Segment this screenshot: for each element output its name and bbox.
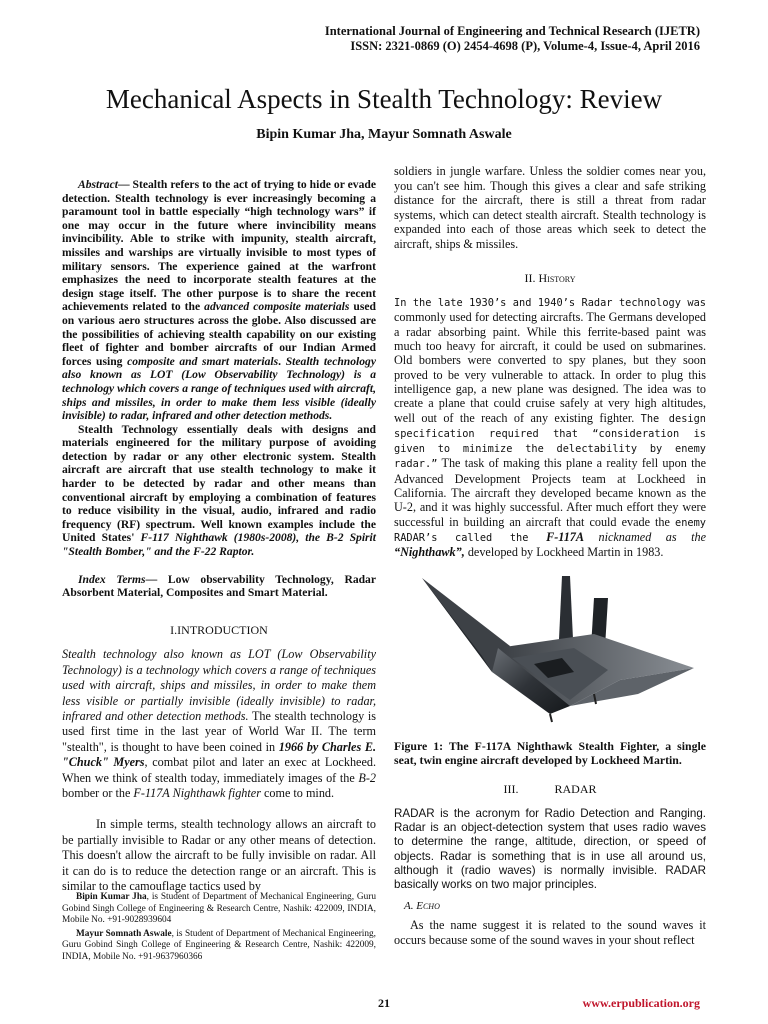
footnote-1: Bipin Kumar Jha, is Student of Department of Mechanical Engineering, Guru Gobind Singh College of Engineering & Research Centre, Nashik: 422009, INDIA, Mobile No. +91-9028939604 (62, 892, 376, 926)
paper-title: Mechanical Aspects in Stealth Technology: Review (105, 84, 663, 114)
right-column (394, 164, 706, 947)
journal-issn: ISSN: 2321-0869 (O) 2454-4698 (P), Volume-4, Issue-4, April 2016 (350, 39, 700, 53)
echo-heading: A. Echo (404, 900, 440, 913)
paper-authors: Bipin Kumar Jha, Mayur Somnath Aswale (256, 127, 512, 142)
echo-paragraph: As the name suggest it is related to the sound waves it occurs because some of the sound waves in your shout reflect (394, 918, 706, 947)
abstract-paragraph-2: Stealth Technology essentially deals with designs and materials engineered for the military purpose of avoiding detection by radar or any other electronic system. Stealth aircraft are aircraft that use stealth technology to make it harder to be detected by radar and other means than conventional aircraft by employing a combination of features to reduce visibility in the visual, audio, infrared and radio frequency (RF) spectrum. Well known examples include the United States' F-117 Nighthawk (1980s-2008), the B-2 Spirit "Stealth Bomber," and the F-22 Raptor. (62, 422, 376, 559)
history-paragraph: In the late 1930’s and 1940’s Radar technology was commonly used for detecting aircrafts. The Germans developed a radar absorbing paint. While this ferrite-based paint was much too heavy for aircraft, it could be used on submarines. Old bombers were converted to spy planes, but they soon proved to be very vulnerable to attack. In order to plug this intelligence gap, a new plane was designed. The idea was to create a plane that could cruise safely at very high altitudes, well out of the reach of any existing fighter. The design specification required that “consideration is given to minimize the delectability by enemy radar.” The task of making this plane a reality fell upon the Advanced Development Projects team at Lockheed in California. The aircraft they developed became known as the U-2, and it was highly successful. After much effort they were successful in building an aircraft that could evade the enemy RADAR’s called the F-117A nicknamed as the “Nighthawk”, developed by Lockheed Martin in 1983. (394, 297, 706, 560)
abstract-paragraph: Abstract— Stealth refers to the act of trying to hide or evade detection. Stealth technology is ever increasingly becoming a paramount tool in battle especially “high technology wars” if one may occur in the future where invincibility means invincibility. Able to strike with impunity, stealth aircraft, missiles and warships are virtually invisible to most types of military sensors. The experience gained at the warfront emphasizes the need to incorporate stealth features at the design stage itself. The other purpose is to share the recent achievements related to the advanced composite materials used on various aero structures across the globe. Also discussed are the possibilities of achieving stealth capability on our existing fleet of fighter and bomber aircrafts of our Indian Armed forces using composite and smart materials. Stealth technology also known as LOT (Low Observability Technology) is a technology which covers a range of techniques used with aircraft, ships and missiles, in order to make them less visible (ideally invisible) to radar, infrared and other detection methods. (62, 178, 376, 423)
index-terms: Index Terms— Low observability Technology, Radar Absorbent Material, Composites and Smart Material. (62, 572, 377, 600)
intro-paragraph-2: In simple terms, stealth technology allows an aircraft to be partially invisible to Radar or any other means of detection. This doesn't allow the aircraft to be fully invisible on radar. All it can do is to reduce the detection range or an aircraft. This is similar to the camouflage tactics used by (62, 817, 376, 894)
author-footnotes (62, 892, 376, 966)
radar-paragraph: RADAR is the acronym for Radio Detection and Ranging. Radar is an object-detection system that uses radio waves to determine the range, altitude, direction, or speed of objects. Radar is something that is in use all around us, although it (radio waves) is normally invisible. RADAR basically works on two major principles. (394, 806, 706, 892)
journal-name: International Journal of Engineering and Technical Research (IJETR) (324, 24, 700, 38)
journal-header (325, 24, 700, 54)
intro-paragraph: Stealth technology also known as LOT (Low Observability Technology) is a technology which covers a range of techniques used with aircraft, ships and missiles, in order to make them less visible or partially invisible (ideally invisible) to radar, infrared and other detection methods. The stealth technology is used first time in the last year of World War II. The term "stealth", is thought to have been coined in 1966 by Charles E. "Chuck" Myers, combat pilot and later an exec at Lockheed. When we think of stealth today, immediately images of the B-2 bomber or the F-117A Nighthawk fighter come to mind. (62, 647, 377, 801)
f117-nighthawk-image (394, 568, 706, 726)
left-column (62, 178, 376, 895)
figure-caption: Figure 1: The F-117A Nighthawk Stealth Fighter, a single seat, twin engine aircraft developed by Lockheed Martin. (394, 739, 706, 768)
publisher-url[interactable]: www.erpublication.org (582, 996, 700, 1010)
radar-heading: III. RADAR (503, 782, 597, 797)
page-number: 21 (378, 996, 390, 1010)
abstract-label: Abstract (78, 178, 118, 191)
footnote-2: Mayur Somnath Aswale, is Student of Department of Mechanical Engineering, Guru Gobind Singh College of Engineering & Research Centre, Nashik: 422009, INDIA, Mobile No. +91-9637960366 (62, 928, 376, 962)
introduction-heading: I.INTRODUCTION (170, 622, 268, 637)
continued-paragraph: soldiers in jungle warfare. Unless the soldier comes near you, you can't see him. Though this gives a clear and safe striking distance for the aircraft, there is still a threat from radar systems, which can detect stealth aircraft. Stealth technology is expanded into each of those areas which seek to detect the aircraft, ships & missiles. (394, 164, 706, 251)
history-heading: II. History (524, 270, 576, 285)
